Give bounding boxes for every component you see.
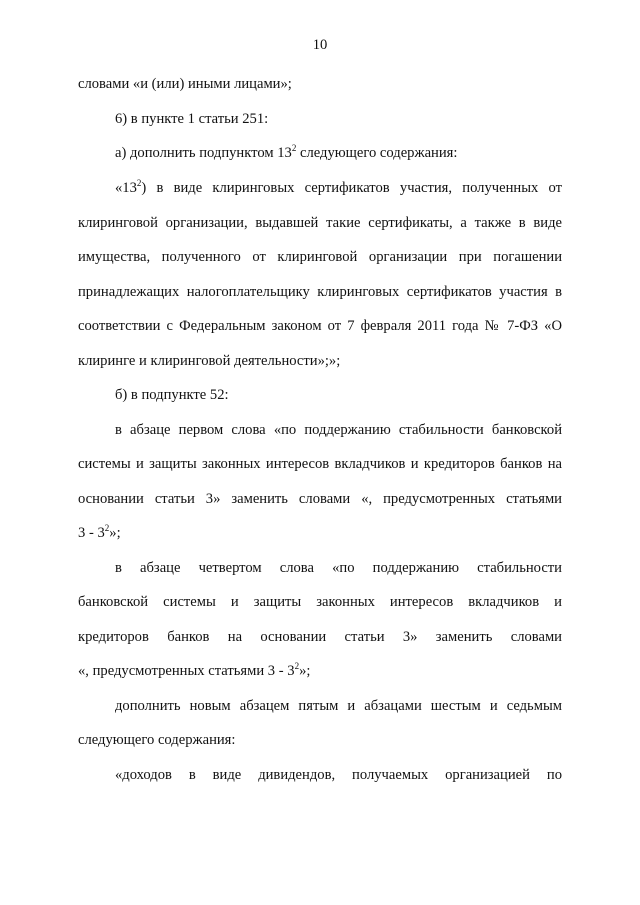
text-line: $3 - 3^2$»;	[78, 523, 121, 541]
text-line: б) в подпункте 52:	[115, 387, 229, 403]
superscript: 2	[136, 178, 142, 188]
text-line: словами «и (или) иными лицами»;	[78, 76, 292, 92]
text-line: системы и защиты законных интересов вкладчиков и кредиторов банков на	[78, 456, 562, 472]
text-line: а) дополнить подпунктом $13^2$ следующего содержания:	[115, 143, 458, 161]
text-line: следующего содержания:	[78, 732, 236, 748]
text-line: 6) в пункте 1 статьи 251:	[115, 111, 269, 127]
text-line: банковской системы и защиты законных интересов вкладчиков и	[78, 594, 562, 610]
text-line: в абзаце четвертом слова «по поддержанию стабильности	[115, 560, 562, 576]
text-line: «, предусмотренных статьями $3 - 3^2$»;	[78, 661, 311, 679]
superscript: 2	[294, 661, 300, 671]
text-line: кредиторов банков на основании статьи 3» заменить словами	[78, 629, 562, 645]
text-line: дополнить новым абзацем пятым и абзацами шестым и седьмым	[115, 698, 562, 714]
text-line: имущества, полученного от клиринговой организации при погашении	[78, 249, 562, 265]
text-line: клиринге и клиринговой деятельности»;»;	[78, 353, 341, 369]
superscript: 2	[291, 143, 297, 153]
text-line: соответствии с Федеральным законом от 7 февраля 2011 года № 7-ФЗ «О	[78, 318, 562, 334]
text-line: «доходов в виде дивидендов, получаемых организацией по	[115, 767, 562, 783]
text-line: основании статьи 3» заменить словами «, предусмотренных статьями	[78, 491, 562, 507]
text-line: принадлежащих налогоплательщику клиринговых сертификатов участия в	[78, 284, 562, 300]
text-line: клиринговой организации, выдавшей такие сертификаты, а также в виде	[78, 215, 562, 231]
text-line: в абзаце первом слова «по поддержанию стабильности банковской	[115, 422, 562, 438]
superscript: 2	[104, 523, 110, 533]
text-line: «$13^2$) в виде клиринговых сертификатов участия, полученных от	[115, 178, 562, 196]
page-number: 10	[312, 37, 328, 53]
